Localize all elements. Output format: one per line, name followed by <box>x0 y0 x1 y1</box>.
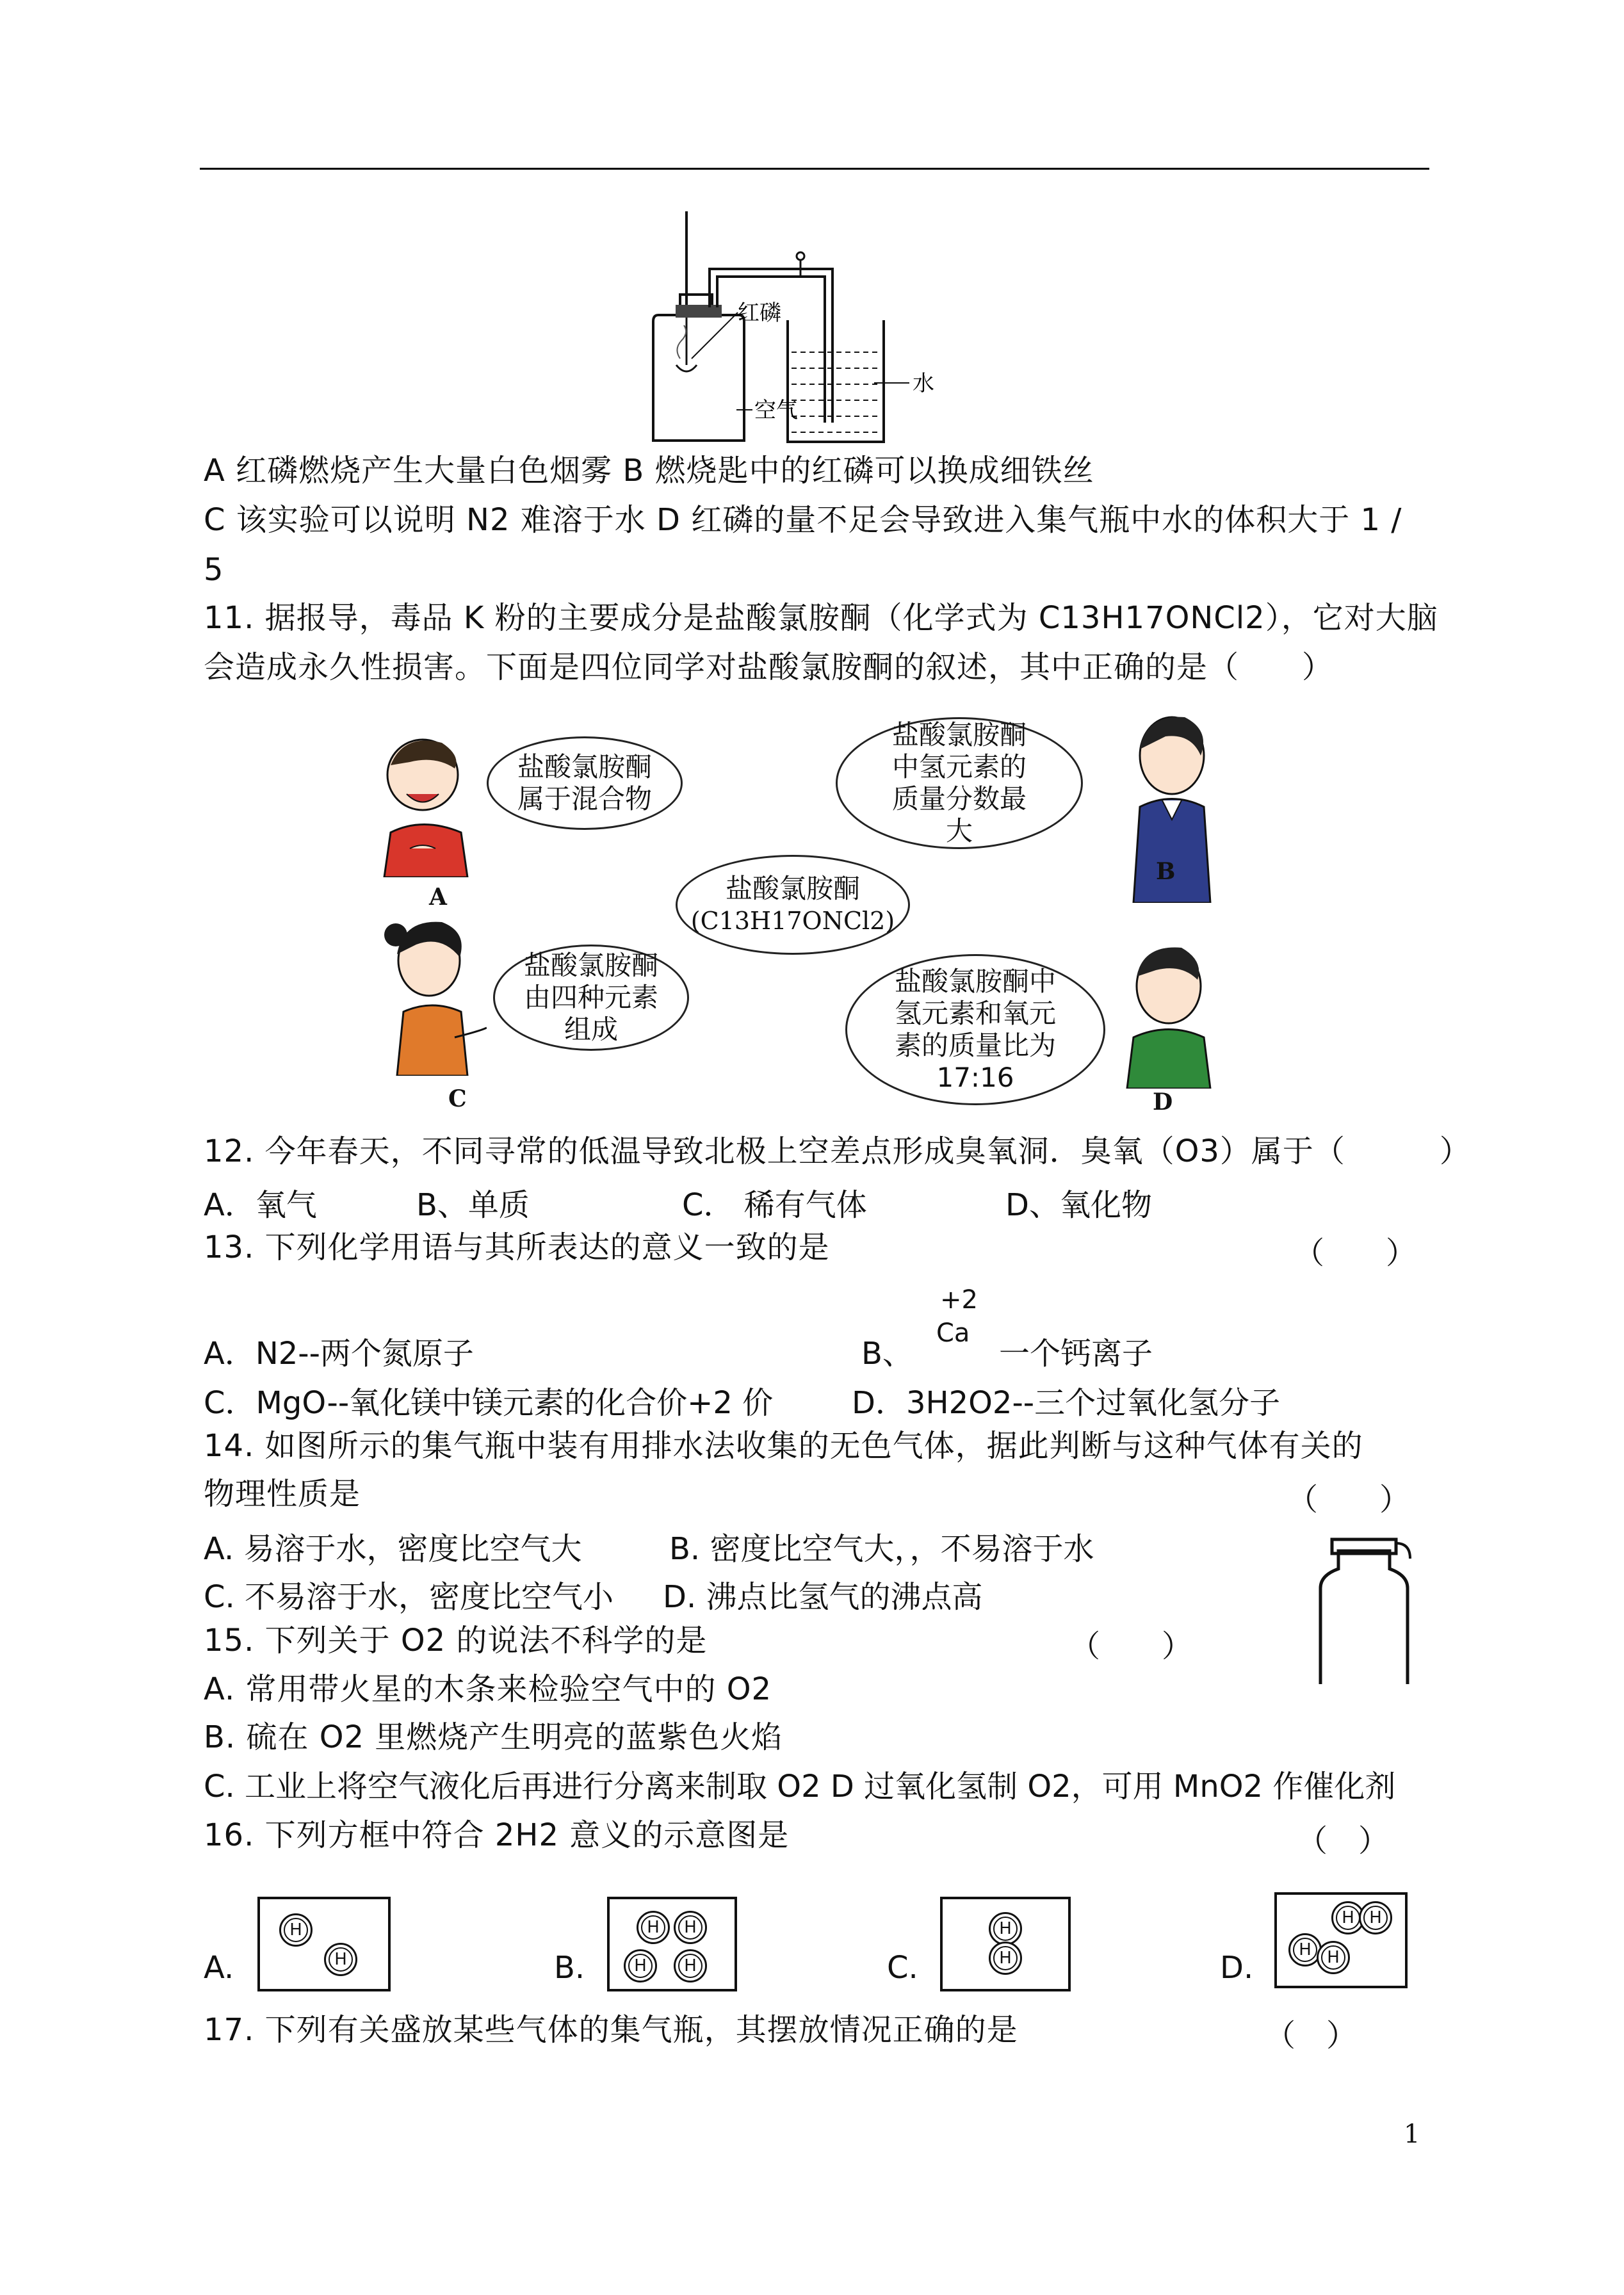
hydrogen-atom: H <box>637 1911 670 1944</box>
q13-option-a: A．N2--两个氮原子 <box>204 1336 474 1372</box>
q16-paren: （ ） <box>1297 1823 1390 1859</box>
bubble-b-text: 盐酸氯胺酮中氢元素的质量分数最大 <box>891 719 1027 847</box>
q13-paren: （ ） <box>1294 1235 1417 1271</box>
q12-option-c: C． 稀有气体 <box>682 1187 867 1223</box>
label-a: A <box>429 884 447 911</box>
q13-line-1: 13. 下列化学用语与其所表达的意义一致的是 <box>204 1229 830 1265</box>
page-number: 1 <box>1404 2120 1420 2149</box>
q10-line-3: 5 <box>204 552 224 588</box>
q16-option-c-box[interactable] <box>940 1897 1071 1991</box>
q11-illustration <box>359 698 1255 1121</box>
label-water: 水 <box>913 371 934 396</box>
q11-line-1: 11. 据报导，毒品 K 粉的主要成分是盐酸氯胺酮（化学式为 C13H17ONCl2），它对大脑 <box>204 600 1438 636</box>
q13-option-c: C．MgO--氧化镁中镁元素的化合价+2 价 <box>204 1385 774 1421</box>
label-d: D <box>1153 1089 1173 1115</box>
q15-option-c: C. 工业上将空气液化后再进行分离来制取 O2 D 过氧化氢制 O2，可用 MnO2 作催化剂 <box>204 1769 1396 1804</box>
header-rule <box>200 168 1429 170</box>
bubble-b <box>836 717 1083 849</box>
q13-option-b-symbol: Ca <box>936 1318 970 1348</box>
bubble-a-text: 盐酸氯胺酮属于混合物 <box>517 751 652 815</box>
q12-line-1: 12. 今年春天，不同寻常的低温导致北极上空差点形成臭氧洞．臭氧（O3）属于（ ） <box>204 1133 1471 1169</box>
q13-option-b-prefix: B、 <box>861 1336 913 1372</box>
q11-line-2: 会造成永久性损害。下面是四位同学对盐酸氯胺酮的叙述，其中正确的是（ ） <box>204 649 1334 685</box>
q10-line-2: C 该实验可以说明 N2 难溶于水 D 红磷的量不足会导致进入集气瓶中水的体积大于 1 / <box>204 502 1402 538</box>
q14-line-2: 物理性质是 <box>204 1476 361 1512</box>
q16-option-c-label: C. <box>887 1950 918 1986</box>
q15-line-1: 15. 下列关于 O2 的说法不科学的是 <box>204 1623 708 1658</box>
q14-line-1: 14. 如图所示的集气瓶中装有用排水法收集的无色气体，据此判断与这种气体有关的 <box>204 1428 1363 1464</box>
q12-option-d: D、氧化物 <box>1005 1187 1152 1223</box>
red-phosphorus-apparatus <box>640 205 948 448</box>
bubble-a <box>487 736 683 830</box>
q10-line-1: A 红磷燃烧产生大量白色烟雾 B 燃烧匙中的红磷可以换成细铁丝 <box>204 453 1094 489</box>
q13-option-b-charge: +2 <box>940 1285 978 1315</box>
hydrogen-atom: H <box>1359 1901 1392 1934</box>
bubble-d <box>845 954 1105 1105</box>
q14-paren: （ ） <box>1287 1482 1411 1518</box>
hydrogen-atom: H <box>674 1911 707 1944</box>
q16-option-a-box[interactable] <box>257 1897 391 1991</box>
q15-option-a: A. 常用带火星的木条来检验空气中的 O2 <box>204 1671 772 1707</box>
student-c-figure <box>378 916 487 1076</box>
label-c: C <box>448 1085 467 1112</box>
q16-option-b-label: B. <box>554 1950 585 1986</box>
hydrogen-atom: H <box>624 1949 657 1983</box>
q16-line-1: 16. 下列方框中符合 2H2 意义的示意图是 <box>204 1817 790 1853</box>
q14-option-d: D. 沸点比氢气的沸点高 <box>663 1579 983 1615</box>
student-a-figure <box>371 730 487 877</box>
hydrogen-atom: H <box>989 1942 1022 1975</box>
hydrogen-atom: H <box>279 1913 313 1947</box>
bubble-d-text: 盐酸氯胺酮中氢元素和氧元素的质量比为17:16 <box>894 966 1056 1093</box>
hydrogen-atom: H <box>1317 1941 1350 1974</box>
label-phosphorus: 红磷 <box>738 300 781 326</box>
q16-option-d-label: D. <box>1220 1950 1254 1986</box>
hydrogen-atom: H <box>1331 1901 1365 1934</box>
q12-option-a: A．氧气 <box>204 1187 317 1223</box>
student-d-figure <box>1108 941 1223 1089</box>
q14-option-c: C. 不易溶于水，密度比空气小 <box>204 1579 614 1615</box>
hydrogen-atom: H <box>674 1949 707 1983</box>
bubble-center <box>676 855 910 955</box>
q15-paren: （ ） <box>1069 1628 1193 1664</box>
q13-option-d: D．3H2O2--三个过氧化氢分子 <box>852 1385 1281 1421</box>
q14-option-b: B. 密度比空气大，，不易溶于水 <box>669 1531 1094 1567</box>
q15-option-b: B. 硫在 O2 里燃烧产生明亮的蓝紫色火焰 <box>204 1719 783 1755</box>
q16-option-a-label: A. <box>204 1950 234 1986</box>
bubble-c <box>493 945 689 1051</box>
label-air: 空气 <box>754 398 798 423</box>
gas-jar-figure <box>1306 1530 1422 1684</box>
hydrogen-atom: H <box>989 1912 1022 1945</box>
q17-line-1: 17. 下列有关盛放某些气体的集气瓶，其摆放情况正确的是 <box>204 2012 1018 2048</box>
hydrogen-atom: H <box>324 1943 357 1976</box>
q17-paren: （ ） <box>1265 2018 1358 2054</box>
q13-option-b-text: 一个钙离子 <box>999 1336 1153 1372</box>
bubble-c-text: 盐酸氯胺酮由四种元素组成 <box>523 950 658 1045</box>
q12-option-b: B、单质 <box>416 1187 530 1223</box>
label-b: B <box>1156 858 1176 885</box>
hydrogen-atom: H <box>1288 1933 1322 1967</box>
compound-formula: (C13H17ONCl2) <box>690 907 895 935</box>
compound-name: 盐酸氯胺酮 <box>725 873 860 904</box>
q16-option-b-box[interactable] <box>607 1897 737 1991</box>
q16-option-d-box[interactable] <box>1274 1892 1408 1988</box>
q14-option-a: A. 易溶于水，密度比空气大 <box>204 1531 582 1567</box>
